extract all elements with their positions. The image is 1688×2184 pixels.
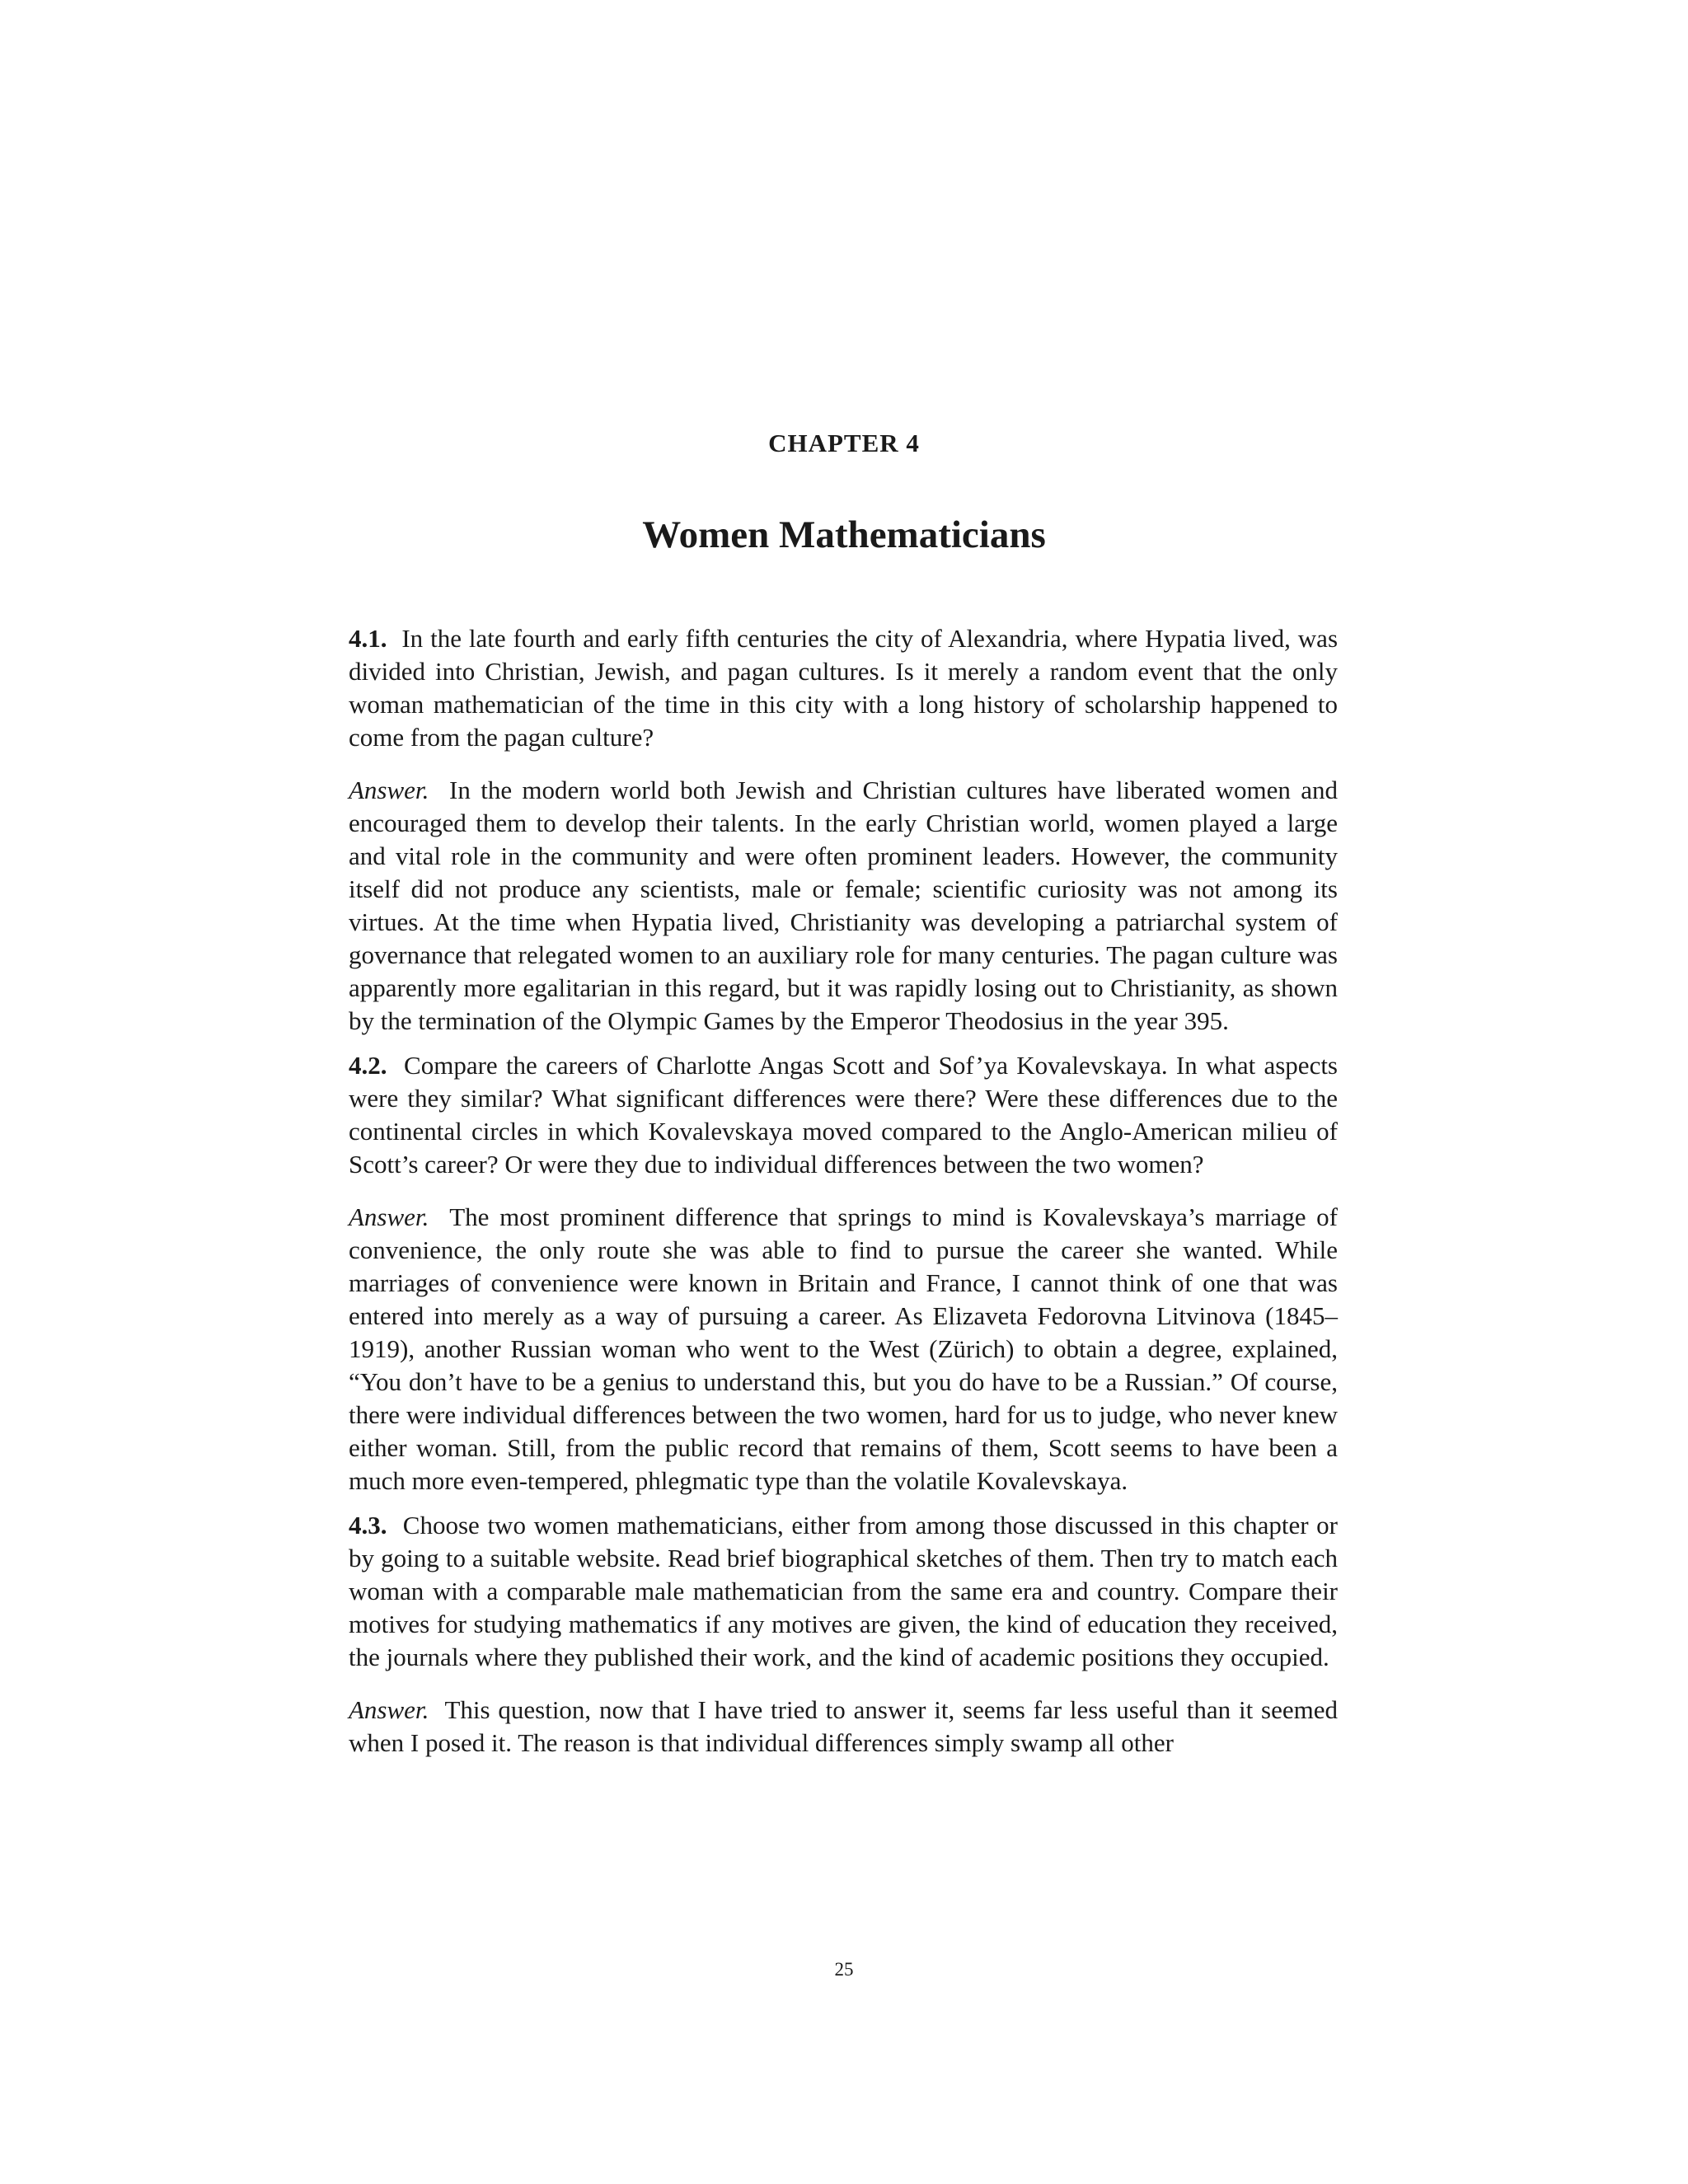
question-text: Choose two women mathematicians, either from among those discussed in this chapter or by going to a suitable website. Read brief biographical sketches of them. Then try to match each woman with a comparable male mathematician from the same era and country. Compare their motives for studying mathematics if any motives are given, the kind of education they received, the journals where they published their work, and the kind of academic positions they occupied. <box>349 1511 1338 1671</box>
chapter-title: Women Mathematicians <box>642 513 1046 556</box>
answer-label: Answer. <box>349 1695 429 1724</box>
question-text: In the late fourth and early fifth centuries the city of Alexandria, where Hypatia lived, was divided into Christian, Jewish, and pagan cultures. Is it merely a random event that the only woman mathematician of the time in this city with a long history of scholarship happened to come from the pagan culture? <box>349 624 1339 752</box>
page-number: 25 <box>834 1959 854 1980</box>
question-number: 4.1. <box>349 624 387 653</box>
chapter-label: CHAPTER 4 <box>768 429 920 457</box>
question-number: 4.3. <box>349 1511 387 1540</box>
question-4-3 <box>349 1509 1338 1674</box>
answer-text: In the modern world both Jewish and Christian cultures have liberated women and encouraged them to develop their talents. In the early Christian world, women played a large and vital role in the community and were often prominent leaders. However, the community itself did not produce any scientists, male or female; scientific curiosity was not among its virtues. At the time when Hypatia lived, Christianity was developing a patriarchal system of governance that relegated women to an auxiliary role for many centuries. The pagan culture was apparently more egalitarian in this regard, but it was rapidly losing out to Christianity, as shown by the termination of the Olympic Games by the Emperor Theodosius in the year 395. <box>349 776 1338 1035</box>
question-text: Compare the careers of Charlotte Angas Scott and Sof’ya Kovalevskaya. In what aspects were they similar? What significant differences were there? Were these differences due to the continental circles in which Kovalevskaya moved compared to the Anglo-American milieu of Scott’s career? Or were they due to individual differences between the two women? <box>349 1051 1338 1179</box>
chapter-body <box>349 622 1338 1771</box>
answer-4-3 <box>349 1694 1338 1760</box>
question-4-2 <box>349 1049 1338 1181</box>
question-4-1 <box>349 622 1338 754</box>
answer-text: The most prominent difference that springs to mind is Kovalevskaya’s marriage of convenience, the only route she was able to find to pursue the career she wanted. While marriages of convenience were known in Britain and France, I cannot think of one that was entered into merely as a way of pursuing a career. As Elizaveta Fedorovna Litvinova (1845–1919), another Russian woman who went to the West (Zürich) to obtain a degree, explained, “You don’t have to be a genius to understand this, but you do have to be a Russian.” Of course, there were individual differences between the two women, hard for us to judge, who never knew either woman. Still, from the public record that remains of them, Scott seems to have been a much more even-tempered, phlegmatic type than the volatile Kovalevskaya. <box>349 1202 1339 1495</box>
answer-label: Answer. <box>349 1202 429 1231</box>
answer-4-2 <box>349 1201 1338 1497</box>
answer-label: Answer. <box>349 776 429 804</box>
answer-4-1 <box>349 774 1338 1038</box>
question-number: 4.2. <box>349 1051 387 1080</box>
answer-text: This question, now that I have tried to answer it, seems far less useful than it seemed when I posed it. The reason is that individual differences simply swamp all other <box>349 1695 1338 1757</box>
